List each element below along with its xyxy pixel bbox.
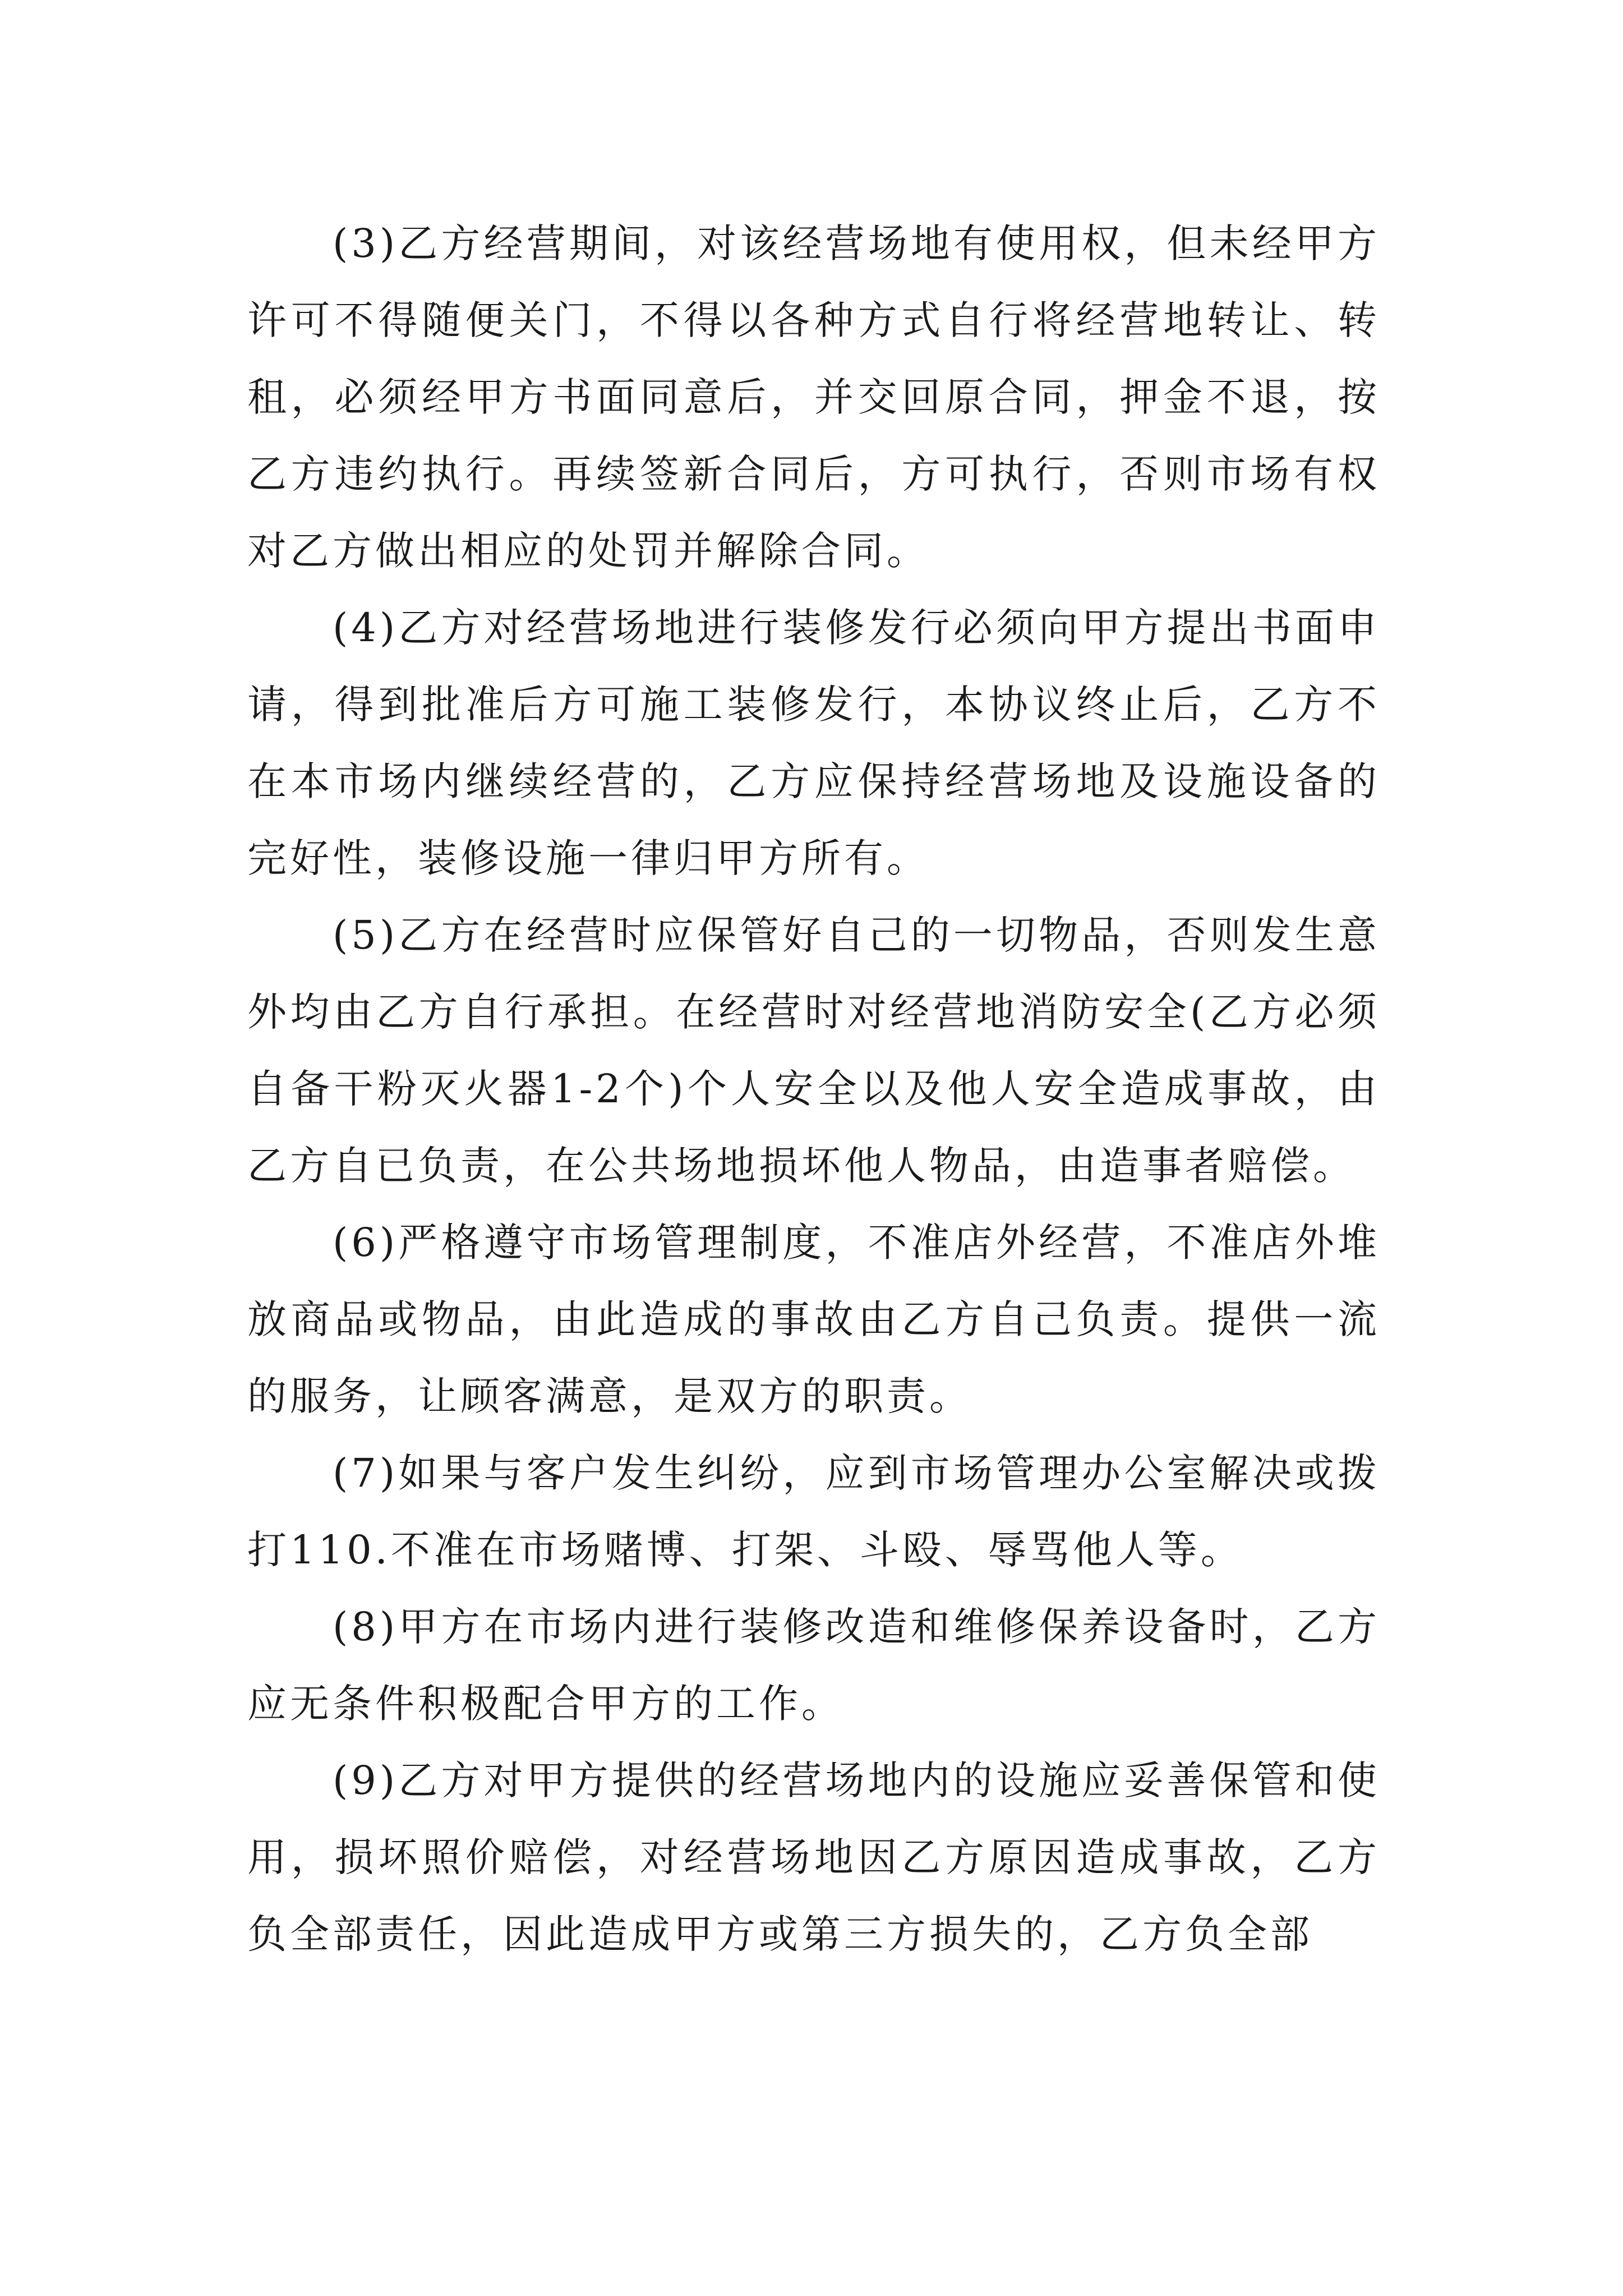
document-body xyxy=(247,205,1380,1973)
clause-4: (4)乙方对经营场地进行装修发行必须向甲方提出书面申请，得到批准后方可施工装修发行，本协议终止后，乙方不在本市场内继续经营的，乙方应保持经营场地及设施设备的完好性，装修设施一律归甲方所有。 xyxy=(247,605,1380,881)
clause-8: (8)甲方在市场内进行装修改造和维修保养设备时，乙方应无条件积极配合甲方的工作。 xyxy=(247,1604,1380,1727)
clause-5: (5)乙方在经营时应保管好自己的一切物品，否则发生意外均由乙方自行承担。在经营时对经营地消防安全(乙方必须自备干粉灭火器1-2个)个人安全以及他人安全造成事故，由乙方自已负责，在公共场地损坏他人物品，由造事者赔偿。 xyxy=(247,912,1380,1189)
clause-6: (6)严格遵守市场管理制度，不准店外经营，不准店外堆放商品或物品，由此造成的事故由乙方自己负责。提供一流的服务，让顾客满意，是双方的职责。 xyxy=(247,1220,1380,1419)
clause-7: (7)如果与客户发生纠纷，应到市场管理办公室解决或拨打110.不准在市场赌博、打架、斗殴、辱骂他人等。 xyxy=(247,1450,1380,1573)
clause-9: (9)乙方对甲方提供的经营场地内的设施应妥善保管和使用，损坏照价赔偿，对经营场地因乙方原因造成事故，乙方负全部责任，因此造成甲方或第三方损失的，乙方负全部 xyxy=(247,1757,1380,1957)
clause-3: (3)乙方经营期间，对该经营场地有使用权，但未经甲方许可不得随便关门，不得以各种方式自行将经营地转让、转租，必须经甲方书面同意后，并交回原合同，押金不退，按乙方违约执行。再续签新合同后，方可执行，否则市场有权对乙方做出相应的处罚并解除合同。 xyxy=(247,220,1380,574)
